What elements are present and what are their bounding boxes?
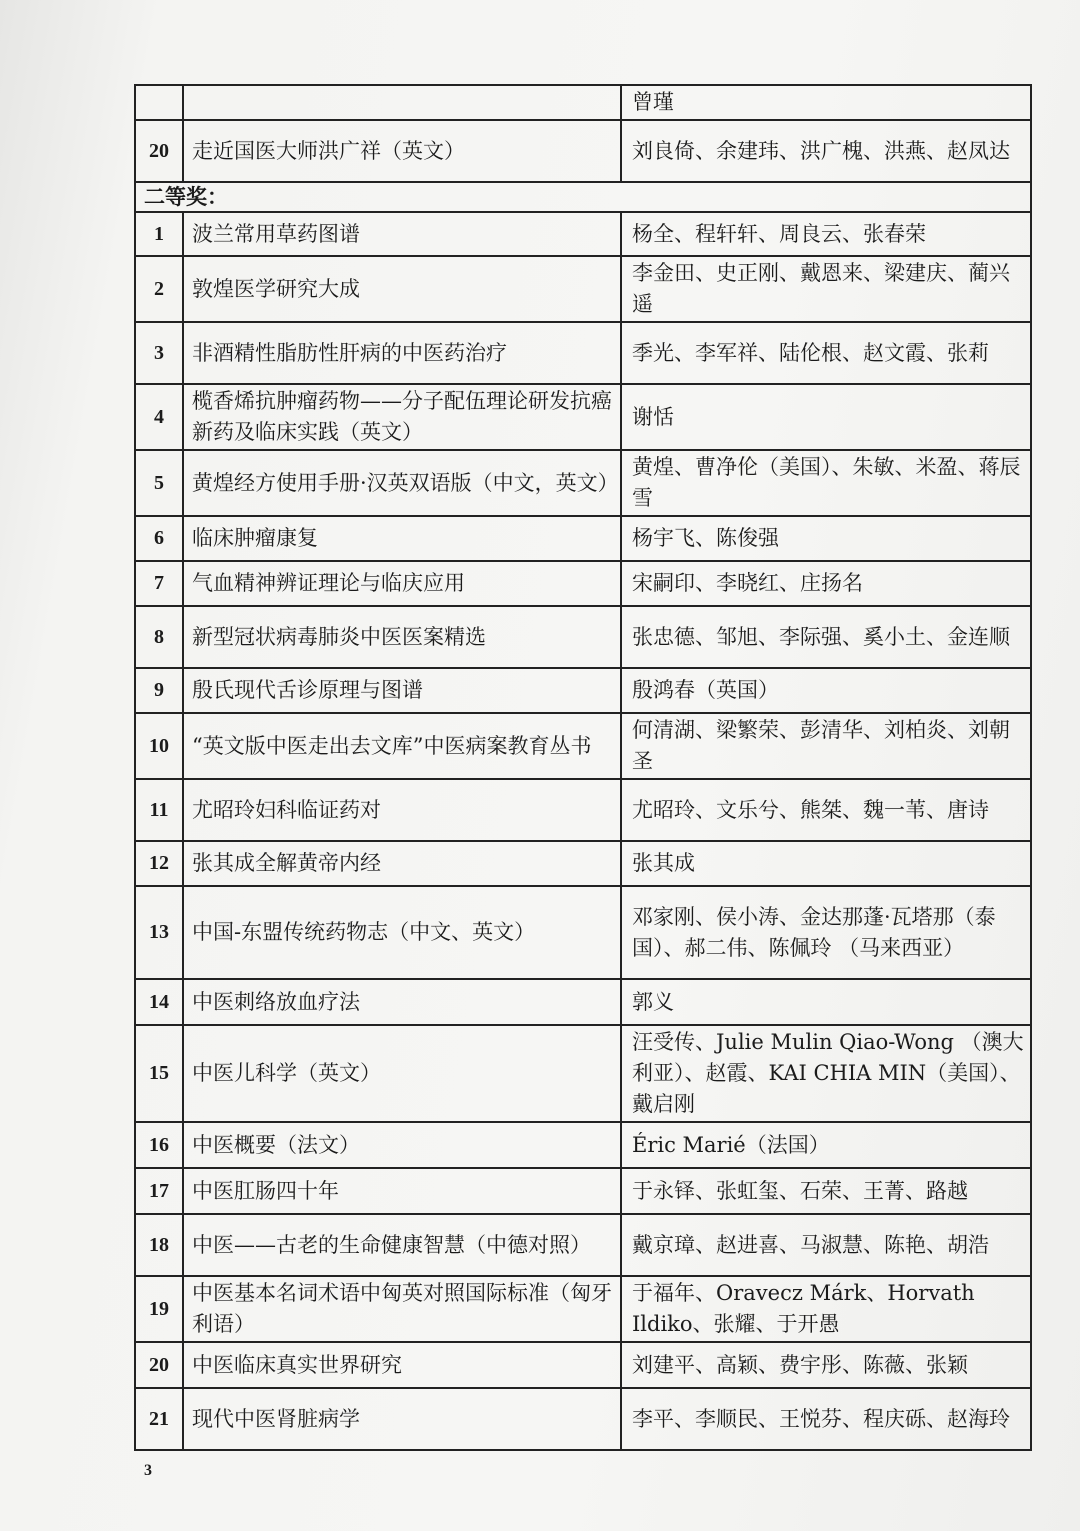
award-authors: Éric Marié（法国） <box>621 1122 1031 1168</box>
table-row <box>135 516 1031 561</box>
table-row <box>135 1025 1031 1122</box>
table-row <box>135 561 1031 606</box>
table-row <box>135 384 1031 450</box>
work-title: 中医肛肠四十年 <box>183 1168 621 1214</box>
award-authors: 黄煌、曹净伦（美国）、朱敏、米盈、蒋辰雪 <box>621 450 1031 516</box>
award-number: 16 <box>135 1122 183 1168</box>
work-title: 非酒精性脂肪性肝病的中医药治疗 <box>183 322 621 384</box>
work-title: 张其成全解黄帝内经 <box>183 841 621 886</box>
table-row <box>135 1122 1031 1168</box>
table-row <box>135 1276 1031 1342</box>
work-title: 黄煌经方使用手册·汉英双语版（中文，英文） <box>183 450 621 516</box>
award-authors: 殷鸿春（英国） <box>621 668 1031 713</box>
award-number: 18 <box>135 1214 183 1276</box>
award-number: 8 <box>135 606 183 668</box>
award-number: 2 <box>135 256 183 322</box>
table-row <box>135 322 1031 384</box>
award-number: 17 <box>135 1168 183 1214</box>
award-authors: 李平、李顺民、王悦芬、程庆砾、赵海玲 <box>621 1388 1031 1450</box>
work-title: 新型冠状病毒肺炎中医医案精选 <box>183 606 621 668</box>
award-authors: 戴京璋、赵进喜、马淑慧、陈艳、胡浩 <box>621 1214 1031 1276</box>
award-authors: 于福年、Oravecz Márk、Horvath Ildiko、张耀、于开愚 <box>621 1276 1031 1342</box>
work-title: 中医临床真实世界研究 <box>183 1342 621 1388</box>
award-number: 14 <box>135 979 183 1025</box>
table-row <box>135 256 1031 322</box>
award-number: 10 <box>135 713 183 779</box>
award-number: 11 <box>135 779 183 841</box>
award-number: 4 <box>135 384 183 450</box>
table-row <box>135 1168 1031 1214</box>
award-authors: 于永铎、张虹玺、石荣、王菁、路越 <box>621 1168 1031 1214</box>
table-row <box>135 668 1031 713</box>
award-authors: 邓家刚、侯小涛、金达那蓬·瓦塔那（泰国）、郝二伟、陈佩玲 （马来西亚） <box>621 886 1031 979</box>
award-authors: 何清湖、梁繁荣、彭清华、刘柏炎、刘朝圣 <box>621 713 1031 779</box>
award-authors: 谢恬 <box>621 384 1031 450</box>
table-row <box>135 212 1031 256</box>
table-row <box>135 1388 1031 1450</box>
award-number: 15 <box>135 1025 183 1122</box>
awards-table <box>134 84 1032 1451</box>
award-authors: 杨全、程轩轩、周良云、张春荣 <box>621 212 1031 256</box>
award-authors: 张忠德、邹旭、李际强、奚小土、金连顺 <box>621 606 1031 668</box>
award-authors: 郭义 <box>621 979 1031 1025</box>
award-authors: 刘良倚、余建玮、洪广槐、洪燕、赵凤达 <box>621 120 1031 182</box>
work-title: 现代中医肾脏病学 <box>183 1388 621 1450</box>
table-row <box>135 841 1031 886</box>
award-number: 13 <box>135 886 183 979</box>
award-number <box>135 85 183 120</box>
work-title: 气血精神辨证理论与临庆应用 <box>183 561 621 606</box>
award-authors: 宋嗣印、李晓红、庄扬名 <box>621 561 1031 606</box>
table-row <box>135 886 1031 979</box>
award-authors: 尤昭玲、文乐兮、熊桀、魏一苇、唐诗 <box>621 779 1031 841</box>
work-title: 敦煌医学研究大成 <box>183 256 621 322</box>
award-authors: 汪受传、Julie Mulin Qiao-Wong （澳大利亚）、赵霞、KAI CHIA MIN（美国）、戴启刚 <box>621 1025 1031 1122</box>
award-authors: 李金田、史正刚、戴恩来、梁建庆、蔺兴遥 <box>621 256 1031 322</box>
table-row <box>135 1342 1031 1388</box>
work-title: 中医基本名词术语中匈英对照国际标准（匈牙利语） <box>183 1276 621 1342</box>
award-number: 12 <box>135 841 183 886</box>
award-number: 21 <box>135 1388 183 1450</box>
table-row <box>135 120 1031 182</box>
award-number: 1 <box>135 212 183 256</box>
award-number: 5 <box>135 450 183 516</box>
work-title <box>183 85 621 120</box>
table-row <box>135 85 1031 120</box>
table-row <box>135 1214 1031 1276</box>
work-title: 中医——古老的生命健康智慧（中德对照） <box>183 1214 621 1276</box>
table-row <box>135 450 1031 516</box>
awards-table-body <box>135 85 1031 1450</box>
award-number: 20 <box>135 120 183 182</box>
section-heading-row <box>135 182 1031 212</box>
award-number: 7 <box>135 561 183 606</box>
award-authors: 张其成 <box>621 841 1031 886</box>
award-number: 3 <box>135 322 183 384</box>
work-title: 中国-东盟传统药物志（中文、英文） <box>183 886 621 979</box>
work-title: 临床肿瘤康复 <box>183 516 621 561</box>
award-number: 6 <box>135 516 183 561</box>
award-authors: 杨宇飞、陈俊强 <box>621 516 1031 561</box>
work-title: 中医儿科学（英文） <box>183 1025 621 1122</box>
award-number: 9 <box>135 668 183 713</box>
table-row <box>135 606 1031 668</box>
work-title: 波兰常用草药图谱 <box>183 212 621 256</box>
work-title: 殷氏现代舌诊原理与图谱 <box>183 668 621 713</box>
work-title: 中医概要（法文） <box>183 1122 621 1168</box>
section-heading-second-prize: 二等奖： <box>135 182 1031 212</box>
award-authors: 刘建平、高颖、费宇彤、陈薇、张颖 <box>621 1342 1031 1388</box>
award-number: 19 <box>135 1276 183 1342</box>
work-title: 中医刺络放血疗法 <box>183 979 621 1025</box>
table-row <box>135 979 1031 1025</box>
work-title: 走近国医大师洪广祥（英文） <box>183 120 621 182</box>
table-row <box>135 713 1031 779</box>
award-authors: 曾瑾 <box>621 85 1031 120</box>
award-number: 20 <box>135 1342 183 1388</box>
page-number: 3 <box>144 1462 152 1479</box>
work-title: 尤昭玲妇科临证药对 <box>183 779 621 841</box>
work-title: “英文版中医走出去文库”中医病案教育丛书 <box>183 713 621 779</box>
award-authors: 季光、李军祥、陆伦根、赵文霞、张莉 <box>621 322 1031 384</box>
work-title: 榄香烯抗肿瘤药物——分子配伍理论研发抗癌新药及临床实践（英文） <box>183 384 621 450</box>
table-row <box>135 779 1031 841</box>
